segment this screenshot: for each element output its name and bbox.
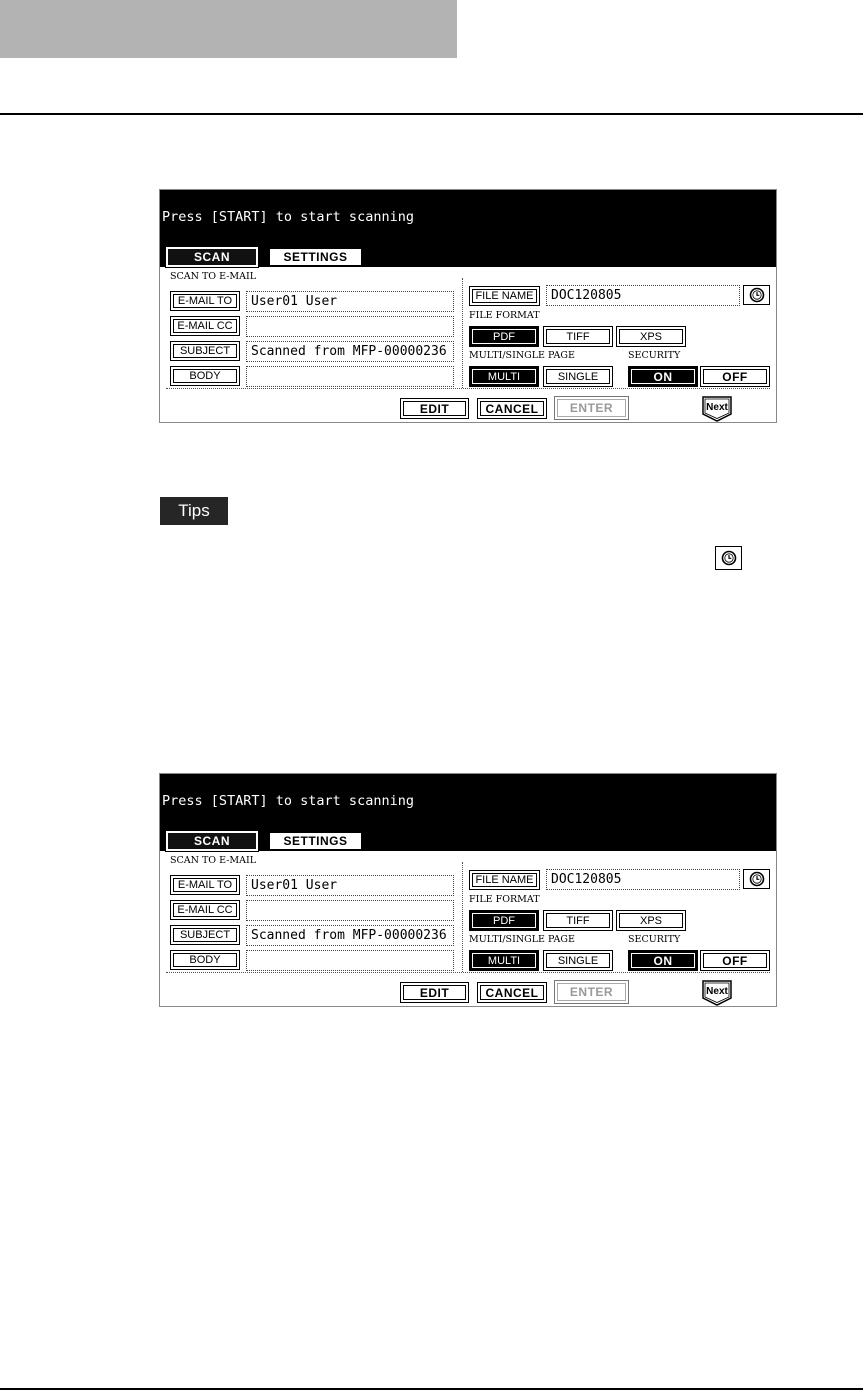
- body-button[interactable]: BODY: [170, 366, 240, 386]
- column-divider: [462, 278, 463, 388]
- body-button[interactable]: BODY: [170, 950, 240, 970]
- tab-scan[interactable]: SCAN: [166, 247, 258, 267]
- footer-divider: [166, 388, 770, 389]
- next-button[interactable]: [702, 980, 732, 1006]
- subject-button[interactable]: SUBJECT: [170, 925, 240, 945]
- email-cc-button[interactable]: E-MAIL CC: [170, 900, 240, 920]
- email-to-button[interactable]: E-MAIL TO: [170, 875, 240, 895]
- footer-divider: [166, 972, 770, 973]
- body-field[interactable]: [246, 366, 454, 387]
- footer-rule: [0, 1388, 863, 1390]
- panel-title: SCAN TO E-MAIL: [170, 855, 257, 866]
- format-xps-button[interactable]: XPS: [616, 326, 686, 347]
- tab-settings[interactable]: SETTINGS: [268, 247, 363, 267]
- tips-badge: Tips: [160, 497, 228, 525]
- security-off-button[interactable]: OFF: [700, 366, 770, 387]
- security-on-button[interactable]: ON: [628, 950, 698, 971]
- scan-screen-1: [159, 189, 777, 423]
- clock-icon[interactable]: [743, 285, 770, 305]
- multi-page-button[interactable]: MULTI: [469, 366, 539, 387]
- status-message: Press [START] to start scanning: [162, 793, 414, 809]
- email-to-field[interactable]: User01 User: [246, 875, 454, 896]
- page-mode-label: MULTI/SINGLE PAGE: [469, 350, 575, 361]
- clock-icon[interactable]: [743, 869, 770, 889]
- next-label: Next: [706, 986, 728, 997]
- email-to-field[interactable]: User01 User: [246, 291, 454, 312]
- format-pdf-button[interactable]: PDF: [469, 326, 539, 347]
- security-on-button[interactable]: ON: [628, 366, 698, 387]
- edit-button[interactable]: EDIT: [400, 982, 469, 1003]
- body-field[interactable]: [246, 950, 454, 971]
- file-format-label: FILE FORMAT: [469, 894, 540, 905]
- enter-button[interactable]: ENTER: [554, 980, 629, 1004]
- multi-page-button[interactable]: MULTI: [469, 950, 539, 971]
- email-cc-button[interactable]: E-MAIL CC: [170, 316, 240, 336]
- cancel-button[interactable]: CANCEL: [477, 398, 547, 419]
- subject-field[interactable]: Scanned from MFP-00000236: [246, 925, 454, 946]
- subject-button[interactable]: SUBJECT: [170, 341, 240, 361]
- security-off-button[interactable]: OFF: [700, 950, 770, 971]
- clock-icon: [715, 546, 742, 570]
- status-message: Press [START] to start scanning: [162, 209, 414, 225]
- next-label: Next: [706, 402, 728, 413]
- security-label: SECURITY: [628, 934, 681, 945]
- chapter-header-band: [0, 0, 457, 58]
- tab-settings[interactable]: SETTINGS: [268, 831, 363, 851]
- enter-button[interactable]: ENTER: [554, 396, 629, 420]
- page-mode-label: MULTI/SINGLE PAGE: [469, 934, 575, 945]
- edit-button[interactable]: EDIT: [400, 398, 469, 419]
- single-page-button[interactable]: SINGLE: [543, 950, 613, 971]
- next-button[interactable]: [702, 396, 732, 422]
- format-tiff-button[interactable]: TIFF: [543, 910, 613, 931]
- file-name-button[interactable]: FILE NAME: [469, 286, 540, 306]
- email-cc-field[interactable]: [246, 900, 454, 921]
- file-format-label: FILE FORMAT: [469, 310, 540, 321]
- panel-title: SCAN TO E-MAIL: [170, 271, 257, 282]
- file-name-field[interactable]: DOC120805: [546, 285, 740, 306]
- header-rule: [0, 113, 863, 115]
- format-pdf-button[interactable]: PDF: [469, 910, 539, 931]
- cancel-button[interactable]: CANCEL: [477, 982, 547, 1003]
- column-divider: [462, 862, 463, 972]
- scan-screen-2: [159, 773, 777, 1007]
- file-name-field[interactable]: DOC120805: [546, 869, 740, 890]
- email-cc-field[interactable]: [246, 316, 454, 337]
- file-name-button[interactable]: FILE NAME: [469, 870, 540, 890]
- security-label: SECURITY: [628, 350, 681, 361]
- format-xps-button[interactable]: XPS: [616, 910, 686, 931]
- single-page-button[interactable]: SINGLE: [543, 366, 613, 387]
- tab-scan[interactable]: SCAN: [166, 831, 258, 851]
- format-tiff-button[interactable]: TIFF: [543, 326, 613, 347]
- email-to-button[interactable]: E-MAIL TO: [170, 291, 240, 311]
- subject-field[interactable]: Scanned from MFP-00000236: [246, 341, 454, 362]
